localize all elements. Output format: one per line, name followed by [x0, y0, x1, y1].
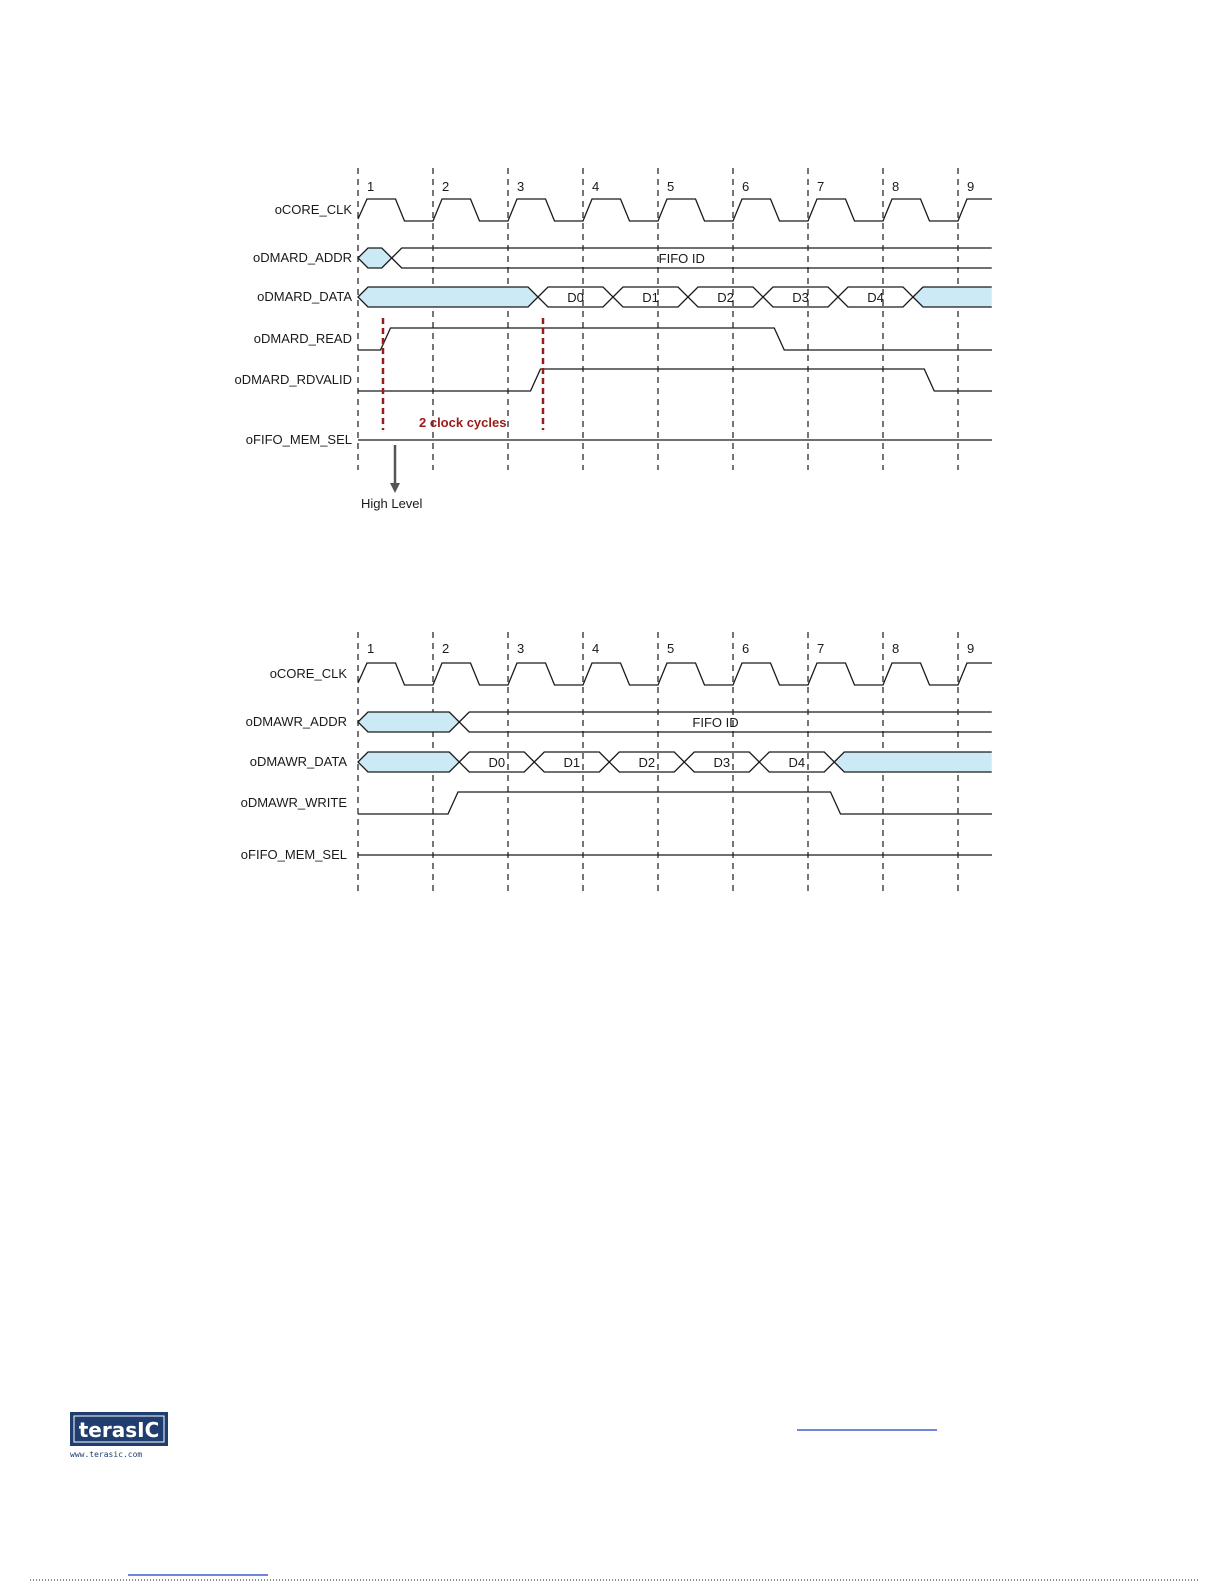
cycle-number: 5 — [667, 641, 675, 656]
signal-label: oDMARD_RDVALID — [234, 372, 352, 387]
clock-waveform — [358, 663, 1033, 685]
two-clock-cycles-label: 2 clock cycles — [419, 415, 507, 430]
signal-label: oDMARD_READ — [253, 331, 352, 346]
cycle-number: 5 — [667, 179, 675, 194]
cycle-number: 4 — [592, 179, 600, 194]
cycle-number: 8 — [892, 179, 900, 194]
logo-wordmark: terasIC — [78, 1418, 160, 1442]
cycle-number: 9 — [967, 179, 975, 194]
bus-value-label: D2 — [717, 290, 734, 305]
bus-undefined-region — [913, 287, 992, 307]
cycle-number: 4 — [592, 641, 600, 656]
bus-value-label: FIFO ID — [658, 251, 705, 266]
bus-value-label: D1 — [563, 755, 581, 770]
signal-label: oDMARD_ADDR — [253, 250, 352, 265]
logo-url: www.terasic.com — [70, 1450, 143, 1459]
bus-undefined-region — [834, 752, 992, 772]
bus-undefined-region — [358, 248, 392, 268]
level-waveform — [358, 369, 992, 391]
clock-waveform — [358, 199, 1033, 221]
bus-undefined-region — [358, 712, 459, 732]
signal-label: oDMAWR_DATA — [249, 754, 347, 769]
cycle-number: 6 — [742, 179, 750, 194]
cycle-number: 2 — [442, 179, 450, 194]
terasic-logo — [70, 1412, 168, 1459]
bus-value-label: D2 — [638, 755, 656, 770]
signal-label: oFIFO_MEM_SEL — [245, 432, 352, 447]
bus-undefined-region — [358, 287, 538, 307]
dma-write-timing-diagram — [241, 632, 1033, 895]
bus-value-label: D4 — [867, 290, 884, 305]
cycle-number: 9 — [967, 641, 975, 656]
level-waveform — [358, 328, 992, 350]
bus-value-label: D0 — [488, 755, 506, 770]
dma-read-timing-diagram — [234, 168, 1033, 470]
cycle-number: 2 — [442, 641, 450, 656]
bus-undefined-region — [358, 752, 459, 772]
cycle-number: 3 — [517, 179, 525, 194]
cycle-number: 7 — [817, 179, 825, 194]
signal-label: oDMAWR_ADDR — [245, 714, 347, 729]
bus-value-label: D1 — [642, 290, 659, 305]
bus-value-label: D4 — [788, 755, 806, 770]
bus-value-label: D3 — [713, 755, 731, 770]
signal-label: oFIFO_MEM_SEL — [240, 847, 347, 862]
signal-label: oDMAWR_WRITE — [240, 795, 347, 810]
signal-label: oCORE_CLK — [274, 202, 352, 217]
signal-label: oCORE_CLK — [269, 666, 347, 681]
cycle-number: 1 — [367, 641, 375, 656]
cycle-number: 3 — [517, 641, 525, 656]
cycle-number: 7 — [817, 641, 825, 656]
read-annotations — [361, 318, 543, 511]
cycle-number: 1 — [367, 179, 375, 194]
cycle-number: 6 — [742, 641, 750, 656]
cycle-number: 8 — [892, 641, 900, 656]
level-waveform — [358, 792, 992, 814]
signal-label: oDMARD_DATA — [257, 289, 352, 304]
bus-value-label: FIFO ID — [692, 715, 739, 730]
bus-value-label: D3 — [792, 290, 809, 305]
bus-value-label: D0 — [567, 290, 584, 305]
high-level-label: High Level — [361, 496, 423, 511]
